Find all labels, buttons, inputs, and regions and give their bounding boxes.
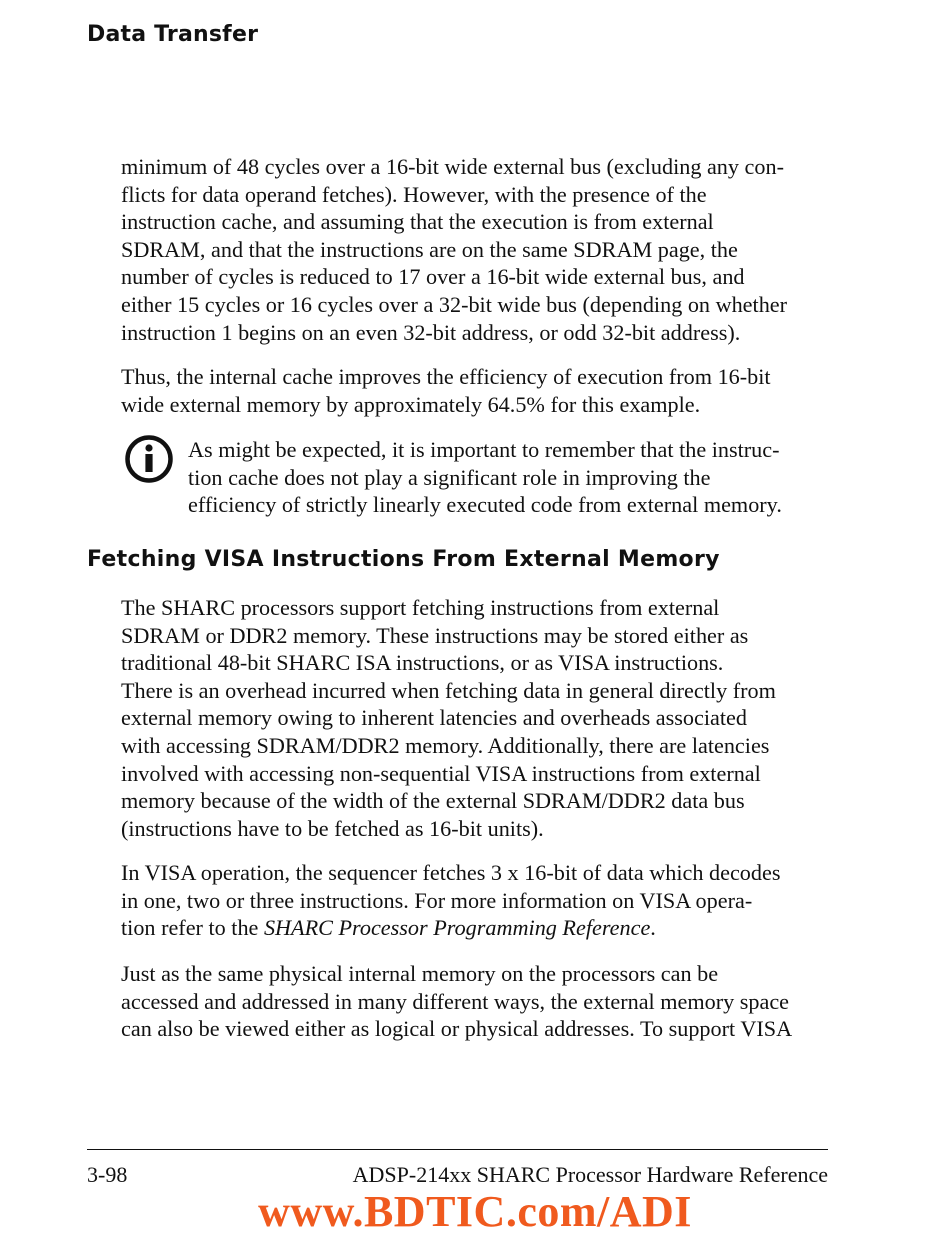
text-line: either 15 cycles or 16 cycles over a 32-bit wide bus (depending on whether: [121, 291, 788, 317]
text-line: with accessing SDRAM/DDR2 memory. Additionally, there are latencies: [121, 732, 770, 758]
text-line: tion cache does not play a significant role in improving the: [188, 464, 711, 490]
text-line: accessed and addressed in many different ways, the external memory space: [121, 988, 790, 1014]
running-head: Data Transfer: [87, 22, 259, 47]
paragraph-cache-cycles: [121, 153, 836, 346]
text-line: The SHARC processors support fetching instructions from external: [121, 595, 720, 620]
text-line: wide external memory by approximately 64.5% for this example.: [121, 391, 701, 417]
paragraph-visa-overview: [121, 594, 836, 842]
section-heading: Fetching VISA Instructions From External Memory: [87, 547, 720, 572]
info-icon: [124, 434, 174, 484]
text-line: memory because of the width of the external SDRAM/DDR2 data bus: [121, 788, 745, 814]
text-line: (instructions have to be fetched as 16-bit units).: [121, 815, 544, 841]
page-number: 3-98: [87, 1162, 128, 1187]
text-line: in one, two or three instructions. For more information on VISA opera-: [121, 887, 753, 913]
paragraph-visa-operation: [121, 859, 836, 942]
text-line: There is an overhead incurred when fetching data in general directly from: [121, 677, 776, 703]
paragraph-address-views: [121, 960, 836, 1043]
text-line: SDRAM or DDR2 memory. These instructions may be stored either as: [121, 622, 749, 648]
text-line: flicts for data operand fetches). However, with the presence of the: [121, 181, 707, 207]
text-line: SDRAM, and that the instructions are on the same SDRAM page, the: [121, 236, 738, 262]
text-line: number of cycles is reduced to 17 over a 16-bit wide external bus, and: [121, 264, 745, 290]
text-line: Just as the same physical internal memory on the processors can be: [121, 961, 719, 986]
text-line: instruction 1 begins on an even 32-bit address, or odd 32-bit address).: [121, 319, 741, 345]
text-line: can also be viewed either as logical or physical addresses. To support VISA: [121, 1016, 793, 1042]
text-line: As might be expected, it is important to remember that the instruc-: [188, 437, 780, 462]
text-line: involved with accessing non-sequential VISA instructions from external: [121, 760, 761, 786]
watermark-url: www.BDTIC.com/ADI: [258, 1187, 692, 1236]
text-line: In VISA operation, the sequencer fetches 3 x 16-bit of data which decodes: [121, 860, 781, 885]
text-line: minimum of 48 cycles over a 16-bit wide external bus (excluding any con-: [121, 154, 784, 179]
text-fragment: tion refer to the: [121, 915, 264, 941]
text-line: instruction cache, and assuming that the execution is from external: [121, 209, 714, 235]
text-line: external memory owing to inherent latencies and overheads associated: [121, 705, 747, 731]
text-line: Thus, the internal cache improves the efficiency of execution from 16-bit: [121, 364, 771, 389]
book-title: ADSP-214xx SHARC Processor Hardware Reference: [352, 1162, 828, 1187]
paragraph-cache-efficiency: [121, 363, 836, 418]
note-text: [188, 436, 782, 519]
text-line: efficiency of strictly linearly executed code from external memory.: [188, 492, 782, 518]
footer-divider: [87, 1149, 828, 1150]
text-line: traditional 48-bit SHARC ISA instructions, or as VISA instructions.: [121, 650, 724, 676]
text-fragment: .: [650, 915, 656, 941]
book-reference-title: SHARC Processor Programming Reference: [263, 915, 651, 941]
text-line: [121, 914, 836, 942]
